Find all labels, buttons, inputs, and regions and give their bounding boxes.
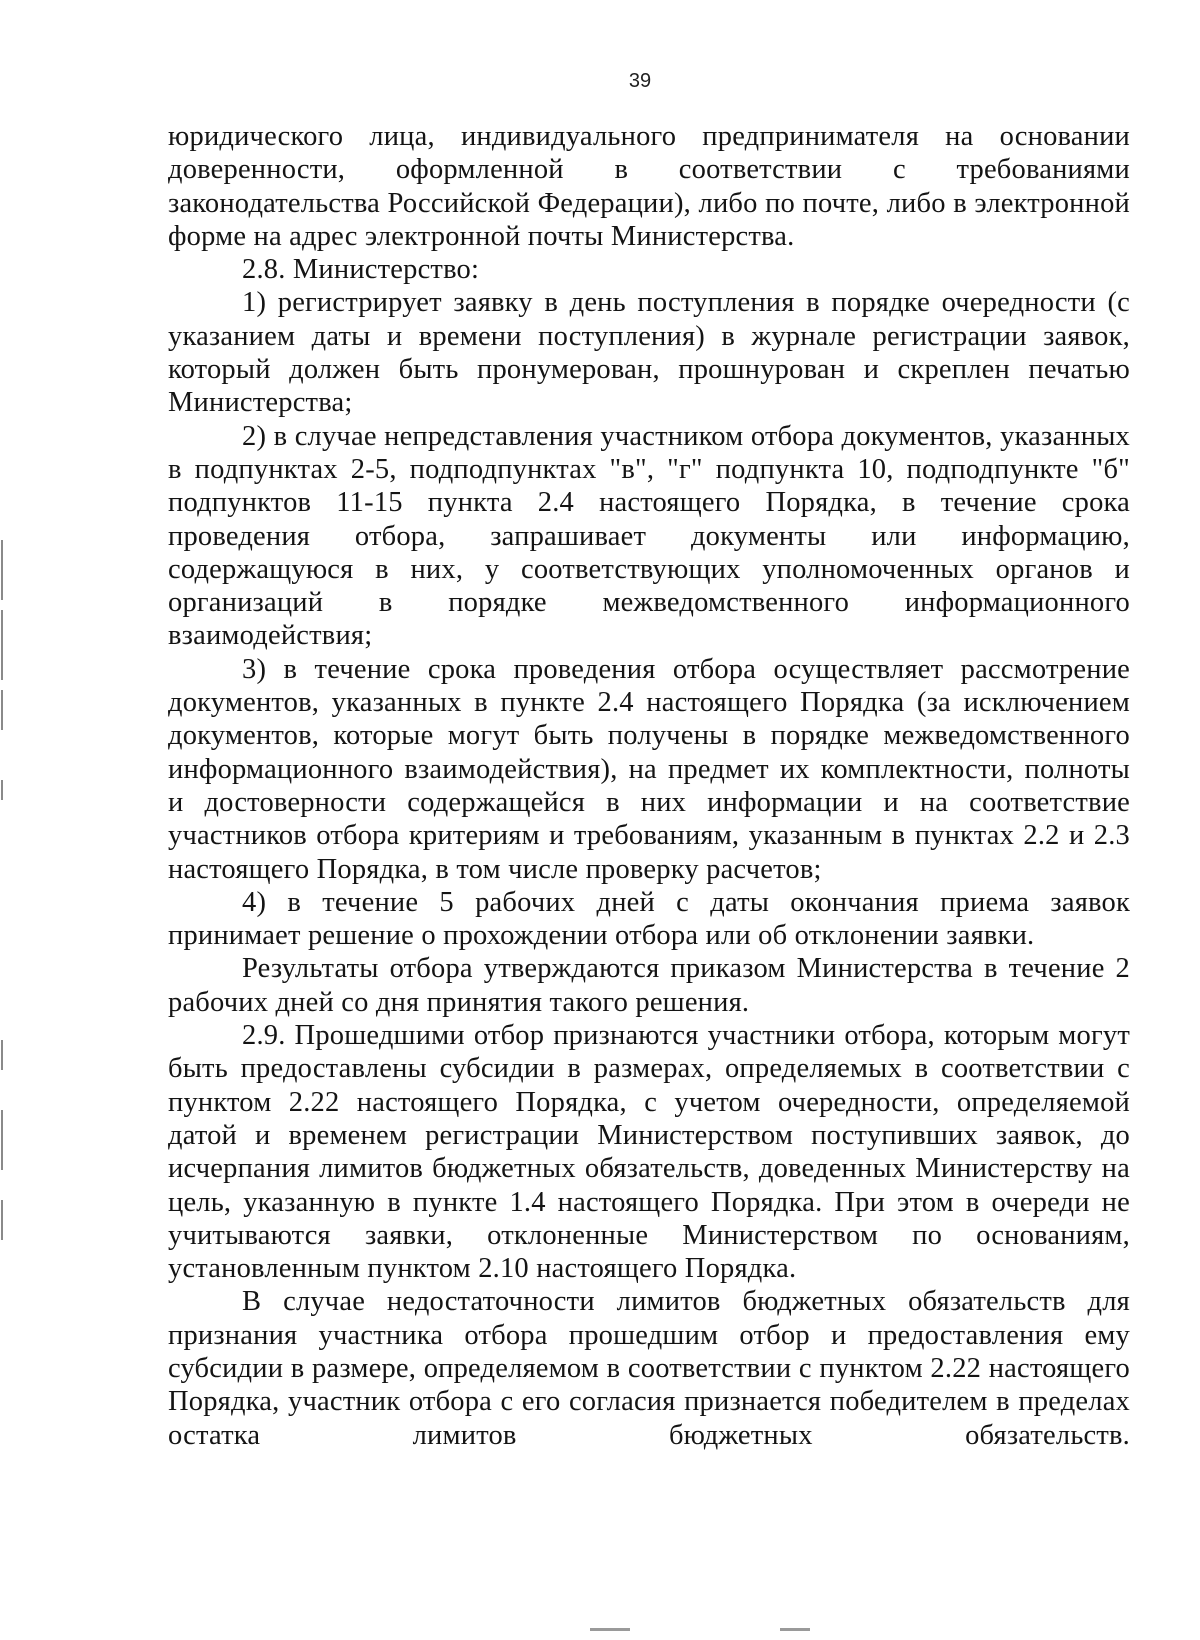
- scan-mark: [1, 1200, 3, 1240]
- paragraph-item-4: 4) в течение 5 рабочих дней с даты окончания приема заявок принимает решение о прохождении отбора или об отклонении заявки.: [168, 886, 1130, 952]
- scan-mark: [1, 1040, 3, 1070]
- paragraph-section-2-8-heading: 2.8. Министерство:: [242, 254, 480, 286]
- paragraph-item-2: 2) в случае непредставления участником отбора документов, указанных в подпунктах 2-5, подподпунктах "в", "г" подпункта 10, подподпункте "б" подпунктов 11-15 пункта 2.4 настоящего Порядка, в течение срока проведения отбора, запрашивает документы или информацию, содержащуюся в них, у соответствующих уполномоченных органов и организаций в порядке межведомственного информационного взаимодействия;: [168, 420, 1130, 652]
- scan-mark: [1, 780, 3, 800]
- scan-mark: [1, 1110, 3, 1170]
- scan-mark: [1, 610, 3, 680]
- scan-mark: [590, 1628, 630, 1631]
- paragraph-insufficient-limits: В случае недостаточности лимитов бюджетных обязательств для признания участника отбора прошедшим отбор и предоставления ему субсидии в размере, определяемом в соответствии с пунктом 2.22 настоящего Порядка, участник отбора с его согласия признается победителем в пределах остатка лимитов бюджетных обязательств.: [168, 1286, 1130, 1451]
- paragraph-continuation: юридического лица, индивидуального предпринимателя на основании доверенности, оформленной в соответствии с требованиями законодательства Российской Федерации), либо по почте, либо в электронной форме на адрес электронной почты Министерства.: [168, 121, 1130, 252]
- document-body: [168, 120, 1130, 1452]
- scan-mark: [1, 540, 3, 600]
- paragraph-section-2-9: 2.9. Прошедшими отбор признаются участники отбора, которым могут быть предоставлены субсидии в размерах, определяемых в соответствии с пунктом 2.22 настоящего Порядка, с учетом очередности, определяемой датой и временем регистрации Министерством поступивших заявок, до исчерпания лимитов бюджетных обязательств, доведенных Министерству на цель, указанную в пункте 1.4 настоящего Порядка. При этом в очереди не учитываются заявки, отклоненные Министерством по основаниям, установленным пунктом 2.10 настоящего Порядка.: [168, 1020, 1130, 1285]
- paragraph-item-1: 1) регистрирует заявку в день поступления в порядке очередности (с указанием даты и времени поступления) в журнале регистрации заявок, который должен быть пронумерован, прошнурован и скреплен печатью Министерства;: [168, 287, 1130, 419]
- scan-edge-artifacts: [0, 0, 6, 1640]
- bottom-scan-artifacts: [0, 1628, 1200, 1640]
- scan-mark: [780, 1628, 810, 1631]
- paragraph-item-3: 3) в течение срока проведения отбора осуществляет рассмотрение документов, указанных в пункте 2.4 настоящего Порядка (за исключением документов, которые могут быть получены в порядке межведомственного информационного взаимодействия), на предмет их комплектности, полноты и достоверности содержащейся в них информации и на соответствие участников отбора критериям и требованиям, указанным в пунктах 2.2 и 2.3 настоящего Порядка, в том числе проверку расчетов;: [168, 653, 1130, 885]
- scan-mark: [1, 690, 3, 730]
- paragraph-results: Результаты отбора утверждаются приказом Министерства в течение 2 рабочих дней со дня принятия такого решения.: [168, 953, 1130, 1018]
- page-number: 39: [628, 70, 652, 92]
